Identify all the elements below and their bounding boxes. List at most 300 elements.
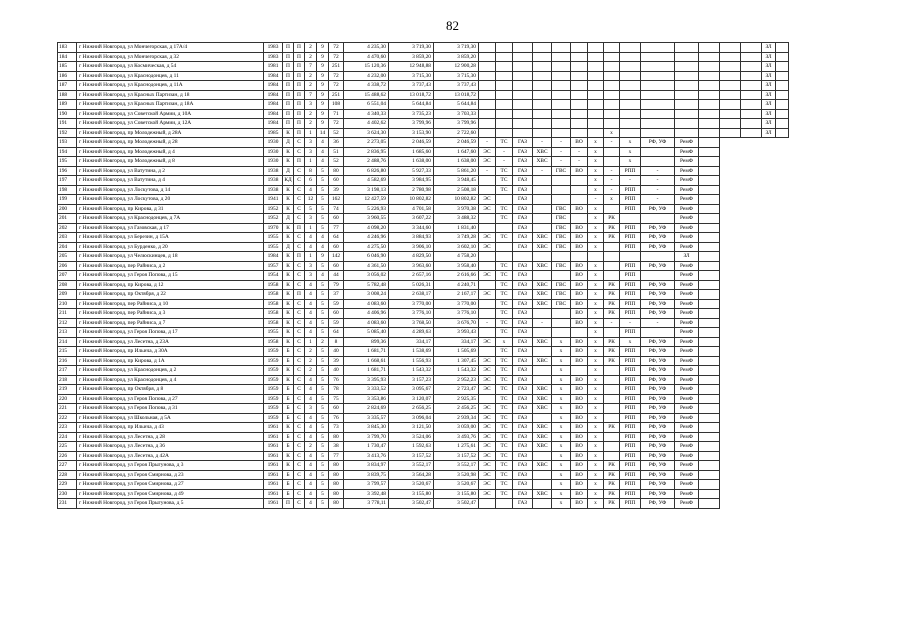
table-cell (699, 499, 720, 509)
table-cell: 4 (305, 328, 317, 338)
table-cell: х (588, 499, 604, 509)
table-cell (641, 214, 675, 224)
table-cell: Б (283, 470, 294, 480)
table-cell: П (294, 100, 305, 110)
row-index-cell: 231 (58, 499, 77, 509)
table-cell: 9 (317, 252, 329, 262)
table-cell: 4 098,20 (344, 223, 389, 233)
table-cell: - (641, 195, 675, 205)
table-cell (533, 90, 552, 100)
table-cell: 4 083,60 (344, 318, 389, 328)
table-cell: РемФ (675, 233, 699, 243)
address-cell: г Нижний Новгород, ул Мончегорская, д 17А/4 (77, 43, 264, 53)
table-cell (552, 90, 571, 100)
address-cell: г Нижний Новгород, ул Лесетна, д 23А (77, 337, 264, 347)
table-cell: С (294, 185, 305, 195)
table-cell (552, 328, 571, 338)
row-index-cell: 221 (58, 404, 77, 414)
table-cell (699, 62, 720, 72)
table-cell: 5 (317, 499, 329, 509)
table-cell: 5 (317, 185, 329, 195)
table-cell: 60 (329, 404, 344, 414)
table-cell: х (588, 223, 604, 233)
table-cell: ЭС (479, 480, 496, 490)
table-cell: 5 861,20 (434, 166, 479, 176)
table-cell: 1958 (264, 309, 283, 319)
table-cell (741, 128, 762, 138)
table-cell: 4 275,50 (344, 242, 389, 252)
table-cell (604, 90, 620, 100)
table-cell (699, 119, 720, 129)
table-cell (741, 109, 762, 119)
table-cell: 13 018,72 (389, 90, 434, 100)
table-cell: РК (604, 223, 620, 233)
table-cell: - (641, 185, 675, 195)
table-cell: РПП (620, 166, 641, 176)
table-cell: ТС (496, 432, 513, 442)
address-cell: г Нижний Новгород, ул Героя Попова, д 17 (77, 328, 264, 338)
table-cell: ВО (571, 413, 588, 423)
row-index-cell: 227 (58, 461, 77, 471)
table-cell: - (588, 195, 604, 205)
table-cell: 9 (317, 100, 329, 110)
table-cell: ВО (571, 299, 588, 309)
table-cell: ГАЗ (513, 223, 533, 233)
row-index-cell: 219 (58, 385, 77, 395)
table-cell: 5 085,40 (344, 328, 389, 338)
table-cell: ГВС (552, 299, 571, 309)
table-cell: 9 (317, 52, 329, 62)
table-cell (720, 52, 741, 62)
table-cell (513, 62, 533, 72)
address-cell: г Нижний Новгород, пр Кирова, д 31 (77, 204, 264, 214)
table-cell: х (620, 157, 641, 167)
table-cell (776, 90, 789, 100)
table-row (58, 128, 789, 138)
table-cell: П (294, 290, 305, 300)
table-cell (588, 119, 604, 129)
table-cell: РПП (620, 404, 641, 414)
table-cell: К (283, 337, 294, 347)
table-cell: ВО (571, 347, 588, 357)
table-cell: П (294, 119, 305, 129)
table-cell: 80 (329, 489, 344, 499)
table-cell: ТС (496, 309, 513, 319)
table-cell: РК (604, 337, 620, 347)
table-cell: РПП (620, 280, 641, 290)
table-cell (604, 81, 620, 91)
table-cell (604, 328, 620, 338)
table-cell (588, 128, 604, 138)
table-cell: С (294, 404, 305, 414)
table-cell (641, 328, 675, 338)
table-cell: 37 (329, 290, 344, 300)
table-cell: РФ, УФ (641, 461, 675, 471)
table-cell: 1941 (264, 195, 283, 205)
table-cell: РФ, УФ (641, 385, 675, 395)
table-cell: П (294, 62, 305, 72)
table-cell: ГАЗ (513, 385, 533, 395)
table-cell: 76 (329, 375, 344, 385)
table-cell: 80 (329, 461, 344, 471)
table-row (58, 470, 789, 480)
table-cell: 1 538,69 (389, 347, 434, 357)
table-cell: х (588, 138, 604, 148)
table-cell: 1961 (264, 461, 283, 471)
row-index-cell: 212 (58, 318, 77, 328)
table-cell: 80 (329, 432, 344, 442)
table-cell (699, 128, 720, 138)
table-cell: 3 799,96 (389, 119, 434, 129)
table-cell: 5 (317, 356, 329, 366)
table-cell: ТС (496, 451, 513, 461)
table-cell (571, 195, 588, 205)
table-cell: 3 970,38 (434, 204, 479, 214)
table-cell: 39 (329, 185, 344, 195)
table-cell: Б (283, 489, 294, 499)
table-cell (533, 328, 552, 338)
table-cell: 2 616,66 (434, 271, 479, 281)
table-cell: 4 (305, 290, 317, 300)
table-cell: - (496, 157, 513, 167)
table-cell: 76 (329, 413, 344, 423)
table-cell (533, 470, 552, 480)
table-cell: 15 488,62 (344, 90, 389, 100)
table-cell: х (552, 423, 571, 433)
table-cell: 4 (317, 147, 329, 157)
table-cell: 6 551,04 (344, 100, 389, 110)
table-cell: РФ, УФ (641, 347, 675, 357)
table-row (58, 138, 789, 148)
table-cell: РемФ (675, 214, 699, 224)
table-cell: ГАЗ (513, 185, 533, 195)
table-cell: х (588, 451, 604, 461)
table-cell: 1952 (264, 214, 283, 224)
row-index-cell: 199 (58, 195, 77, 205)
table-cell: 3 157,23 (389, 375, 434, 385)
table-cell: 1 556,93 (389, 356, 434, 366)
table-cell: 3 353,86 (344, 394, 389, 404)
table-cell: 3 155,80 (389, 489, 434, 499)
row-index-cell: 205 (58, 252, 77, 262)
table-cell: 3 059,00 (434, 423, 479, 433)
table-cell (604, 432, 620, 442)
table-cell: С (294, 356, 305, 366)
table-cell: 10 802,82 (389, 195, 434, 205)
table-cell: РПП (620, 499, 641, 509)
table-cell: ВО (571, 271, 588, 281)
address-cell: г Нижний Новгород, ул Школьная, д 5А (77, 413, 264, 423)
table-cell: 5 644,84 (389, 100, 434, 110)
table-cell: 1983 (264, 52, 283, 62)
table-cell: РПП (620, 451, 641, 461)
table-row (58, 100, 789, 110)
table-cell: ГАЗ (513, 499, 533, 509)
table-cell (776, 100, 789, 110)
table-cell (675, 100, 699, 110)
table-cell: РФ, УФ (641, 280, 675, 290)
address-cell: г Нижний Новгород, ул Ватутина, д 4 (77, 176, 264, 186)
table-cell: 1961 (264, 499, 283, 509)
table-cell: ХВС (533, 233, 552, 243)
table-cell: 8 (329, 337, 344, 347)
table-cell (741, 62, 762, 72)
table-cell (552, 185, 571, 195)
table-cell (513, 81, 533, 91)
table-cell: 1985 (264, 128, 283, 138)
table-cell (776, 71, 789, 81)
row-index-cell: 200 (58, 204, 77, 214)
table-cell: 3 778,11 (344, 499, 389, 509)
table-cell: 2 952,23 (434, 375, 479, 385)
table-cell: С (294, 451, 305, 461)
table-cell (699, 252, 720, 262)
table-cell (552, 109, 571, 119)
table-cell (776, 43, 789, 53)
table-cell: П (283, 52, 294, 62)
row-index-cell: 197 (58, 176, 77, 186)
table-cell: 4 289,63 (389, 328, 434, 338)
table-cell: 3 056,02 (344, 271, 389, 281)
table-cell (699, 52, 720, 62)
table-cell: х (588, 157, 604, 167)
table-cell: х (588, 271, 604, 281)
table-cell: РемФ (675, 423, 699, 433)
table-cell: 5 (317, 204, 329, 214)
table-cell: ХВС (533, 299, 552, 309)
table-cell: С (294, 166, 305, 176)
table-cell: 5 (317, 261, 329, 271)
table-cell: 2 925,35 (434, 394, 479, 404)
table-cell: К (283, 309, 294, 319)
table-cell: РК (604, 290, 620, 300)
table-cell: 108 (329, 100, 344, 110)
table-cell (571, 43, 588, 53)
table-cell (552, 318, 571, 328)
table-cell: 1959 (264, 394, 283, 404)
table-cell: 77 (329, 451, 344, 461)
page-number: 82 (446, 18, 459, 33)
table-cell: 5 (305, 204, 317, 214)
table-cell: 5 (317, 375, 329, 385)
table-cell: 1961 (264, 432, 283, 442)
table-cell: ГВС (552, 261, 571, 271)
table-cell: ЗЛ (762, 119, 776, 129)
table-cell (604, 242, 620, 252)
table-cell: х (496, 337, 513, 347)
table-cell: 59 (329, 299, 344, 309)
table-cell: 1 831,40 (434, 223, 479, 233)
table-cell: 1 (305, 128, 317, 138)
table-cell: П (294, 223, 305, 233)
address-cell: г Нижний Новгород, пр Ильича, д 30А (77, 347, 264, 357)
table-cell: 3 502,47 (434, 499, 479, 509)
table-cell (571, 62, 588, 72)
table-cell (699, 100, 720, 110)
table-cell: РФ, УФ (641, 204, 675, 214)
table-cell (479, 280, 496, 290)
table-cell: 73 (329, 423, 344, 433)
table-cell: 12 900,28 (434, 62, 479, 72)
table-cell: ГАЗ (513, 375, 533, 385)
table-cell: П (294, 252, 305, 262)
table-cell: ЭС (479, 423, 496, 433)
table-cell: РемФ (675, 147, 699, 157)
address-cell: г Нижний Новгород, пр Октября, д 22 (77, 290, 264, 300)
table-cell: ЗЛ (762, 62, 776, 72)
table-cell: ВО (571, 290, 588, 300)
address-cell: г Нижний Новгород, ул Бурденко, д 20 (77, 242, 264, 252)
row-index-cell: 209 (58, 290, 77, 300)
table-cell: РемФ (675, 309, 699, 319)
table-cell: ГАЗ (513, 366, 533, 376)
table-body (58, 43, 789, 509)
table-cell: ВО (571, 451, 588, 461)
table-cell: РФ, УФ (641, 480, 675, 490)
table-cell: 5 (317, 366, 329, 376)
table-cell: РемФ (675, 176, 699, 186)
table-cell: ГВС (552, 204, 571, 214)
table-cell: х (588, 489, 604, 499)
table-cell (513, 43, 533, 53)
table-cell: К (283, 185, 294, 195)
table-cell: РПП (620, 375, 641, 385)
table-cell (533, 176, 552, 186)
table-row (58, 204, 789, 214)
table-cell (533, 271, 552, 281)
table-cell: х (588, 356, 604, 366)
table-cell: 1954 (264, 271, 283, 281)
table-cell: ГАЗ (513, 242, 533, 252)
table-cell: 4 (305, 394, 317, 404)
table-cell: ХВС (533, 242, 552, 252)
table-row (58, 261, 789, 271)
housing-register-table (57, 42, 789, 509)
table-cell: х (552, 480, 571, 490)
table-cell: 2 (305, 366, 317, 376)
table-cell: х (588, 214, 604, 224)
table-cell: х (588, 166, 604, 176)
table-cell: 1959 (264, 413, 283, 423)
table-cell: ГВС (552, 280, 571, 290)
table-cell: С (294, 233, 305, 243)
row-index-cell: 220 (58, 394, 77, 404)
table-cell: РПП (620, 442, 641, 452)
address-cell: г Нижний Новгород, ул Космическая, д 54 (77, 62, 264, 72)
table-cell (479, 43, 496, 53)
address-cell: г Нижний Новгород, ул Мончегорская, д 32 (77, 52, 264, 62)
table-cell: 5 782,48 (344, 280, 389, 290)
table-cell: ТС (496, 233, 513, 243)
table-cell: С (294, 328, 305, 338)
table-cell: - (496, 147, 513, 157)
table-cell: ВО (571, 470, 588, 480)
table-cell: РК (604, 214, 620, 224)
table-cell (479, 109, 496, 119)
table-cell: - (479, 138, 496, 148)
table-cell: 1957 (264, 261, 283, 271)
address-cell: г Нижний Новгород, ул Ватутина, д 2 (77, 166, 264, 176)
row-index-cell: 189 (58, 100, 77, 110)
table-cell: ГАЗ (513, 204, 533, 214)
table-cell: К (283, 128, 294, 138)
table-cell (533, 309, 552, 319)
table-cell: 8 (305, 166, 317, 176)
row-index-cell: 217 (58, 366, 77, 376)
table-cell: ГАЗ (513, 138, 533, 148)
table-cell (513, 52, 533, 62)
table-cell: 7 (305, 90, 317, 100)
table-cell: х (588, 442, 604, 452)
table-cell: ЭС (479, 233, 496, 243)
table-cell: ВО (571, 404, 588, 414)
table-cell: 1 (305, 337, 317, 347)
table-cell: 1961 (264, 423, 283, 433)
table-cell (513, 109, 533, 119)
table-cell (620, 214, 641, 224)
table-cell: 4 340,33 (344, 109, 389, 119)
table-cell (479, 119, 496, 129)
table-cell: 72 (329, 71, 344, 81)
table-cell: ЭС (479, 413, 496, 423)
table-cell (675, 52, 699, 62)
table-cell: 5 (317, 423, 329, 433)
address-cell: г Нижний Новгород, ул Героя Попова, д 31 (77, 404, 264, 414)
table-cell (571, 52, 588, 62)
table-cell (604, 52, 620, 62)
table-row (58, 280, 789, 290)
table-cell: П (294, 81, 305, 91)
table-cell (571, 214, 588, 224)
table-cell (496, 81, 513, 91)
table-cell: ГАЗ (513, 318, 533, 328)
table-cell: 71 (329, 109, 344, 119)
address-cell: г Нижний Новгород, пр Кирова, д 12 (77, 280, 264, 290)
table-cell (604, 147, 620, 157)
address-cell: г Нижний Новгород, ул Краснодонцев, д 11 (77, 71, 264, 81)
table-cell (699, 461, 720, 471)
table-cell: 1 681,71 (344, 347, 389, 357)
table-cell (552, 119, 571, 129)
table-cell: 4 232,00 (344, 71, 389, 81)
table-cell: ГВС (552, 223, 571, 233)
table-cell: 80 (329, 499, 344, 509)
table-cell (571, 128, 588, 138)
table-cell: х (588, 404, 604, 414)
table-cell: 1959 (264, 385, 283, 395)
table-cell: Б (283, 385, 294, 395)
table-cell (552, 52, 571, 62)
table-cell: х (588, 461, 604, 471)
table-cell: ЭС (479, 356, 496, 366)
table-cell (620, 62, 641, 72)
table-cell: - (552, 157, 571, 167)
table-cell: х (552, 385, 571, 395)
table-cell: ТС (496, 185, 513, 195)
table-cell: ВО (571, 394, 588, 404)
table-cell: 4 (317, 271, 329, 281)
table-cell (699, 271, 720, 281)
table-cell: ЭС (479, 271, 496, 281)
table-cell: РФ, УФ (641, 138, 675, 148)
table-cell (699, 195, 720, 205)
table-cell: - (620, 176, 641, 186)
table-cell (571, 185, 588, 195)
table-cell (620, 52, 641, 62)
table-cell: х (552, 461, 571, 471)
table-cell: 1 275,61 (434, 442, 479, 452)
table-cell: 1959 (264, 366, 283, 376)
